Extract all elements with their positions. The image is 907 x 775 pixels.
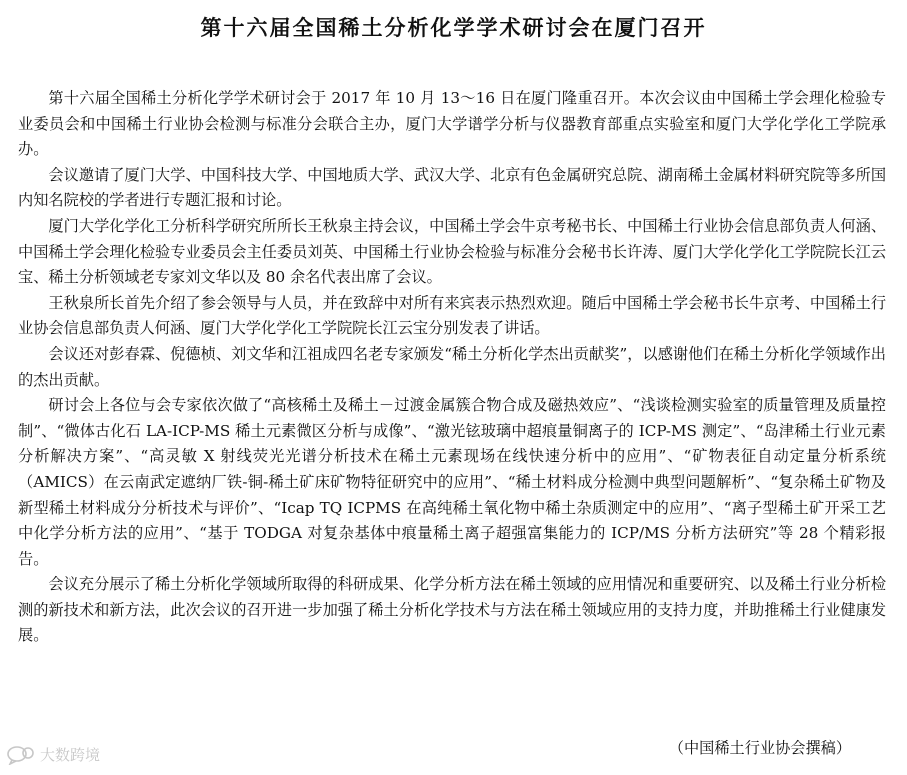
article-signature: （中国稀土行业协会撰稿） xyxy=(668,739,851,757)
paragraph-2: 会议邀请了厦门大学、中国科技大学、中国地质大学、武汉大学、北京有色金属研究总院、湖南稀土金属材料研究院等多所国内知名院校的学者进行专题汇报和讨论。 xyxy=(18,165,886,210)
paragraph-6: 研讨会上各位与会专家依次做了“高核稀土及稀土－过渡金属簇合物合成及磁热效应”、“浅谈检测实验室的质量管理及质量控制”、“微体古化石 LA-ICP-MS 稀土元素微区分析与成像”、“激光铉玻璃中超痕量铜离子的 ICP-MS 测定”、“岛津稀土行业元素分析解决方案”、“高灵敏 X 射线荧光光谱分析技术在稀土元素现场在线快速分析中的应用”、“矿物表征自动定量分析系统（AMICS）在云南武定遮纳厂铁-铜-稀土矿床矿物特征研究中的应用”、“稀土材料成分检测中典型问题解析”、“复杂稀土矿物及新型稀土材料成分分析技术与评价”、“Icap TQ ICPMS 在高纯稀土氧化物中稀土杂质测定中的应用”、“离子型稀土矿开采工艺中化学分析方法的应用”、“基于 TODGA 对复杂基体中痕量稀土离子超强富集能力的 ICP/MS 分析方法研究”等 28 个精彩报告。 xyxy=(18,396,886,568)
watermark xyxy=(6,744,100,765)
paragraph-3: 厦门大学化学化工分析科学研究所所长王秋泉主持会议，中国稀土学会牛京考秘书长、中国稀土行业协会信息部负责人何涵、中国稀土学会理化检验专业委员会主任委员刘英、中国稀土行业协会检验与标准分会秘书长许涛、厦门大学化学化工学院院长江云宝、稀土分析领域老专家刘文华以及 80 余名代表出席了会议。 xyxy=(18,216,886,287)
paragraph-1: 第十六届全国稀土分析化学学术研讨会于 2017 年 10 月 13～16 日在厦门隆重召开。本次会议由中国稀土学会理化检验专业委员会和中国稀土行业协会检测与标准分会联合主办，厦门大学谱学分析与仪器教育部重点实验室和厦门大学化学化工学院承办。 xyxy=(18,89,886,159)
speech-bubble-icon xyxy=(6,745,36,765)
article-title: 第十六届全国稀土分析化学学术研讨会在厦门召开 xyxy=(200,16,707,40)
paragraph-4: 王秋泉所长首先介绍了参会领导与人员，并在致辞中对所有来宾表示热烈欢迎。随后中国稀土学会秘书长牛京考、中国稀土行业协会信息部负责人何涵、厦门大学化学化工学院院长江云宝分别发表了讲话。 xyxy=(18,293,886,338)
watermark-text: 大数跨境 xyxy=(40,746,101,764)
paragraph-7: 会议充分展示了稀土分析化学领域所取得的科研成果、化学分析方法在稀土领域的应用情况和重要研究、以及稀土行业分析检测的新技术和新方法，此次会议的召开进一步加强了稀土分析化学技术与方法在稀土领域应用的支持力度，并助推稀土行业健康发展。 xyxy=(18,575,886,645)
article-body xyxy=(18,86,886,649)
paragraph-5: 会议还对彭春霖、倪德桢、刘文华和江祖成四名老专家颁发“稀土分析化学杰出贡献奖”，以感谢他们在稀土分析化学领域作出的杰出贡献。 xyxy=(18,344,886,389)
